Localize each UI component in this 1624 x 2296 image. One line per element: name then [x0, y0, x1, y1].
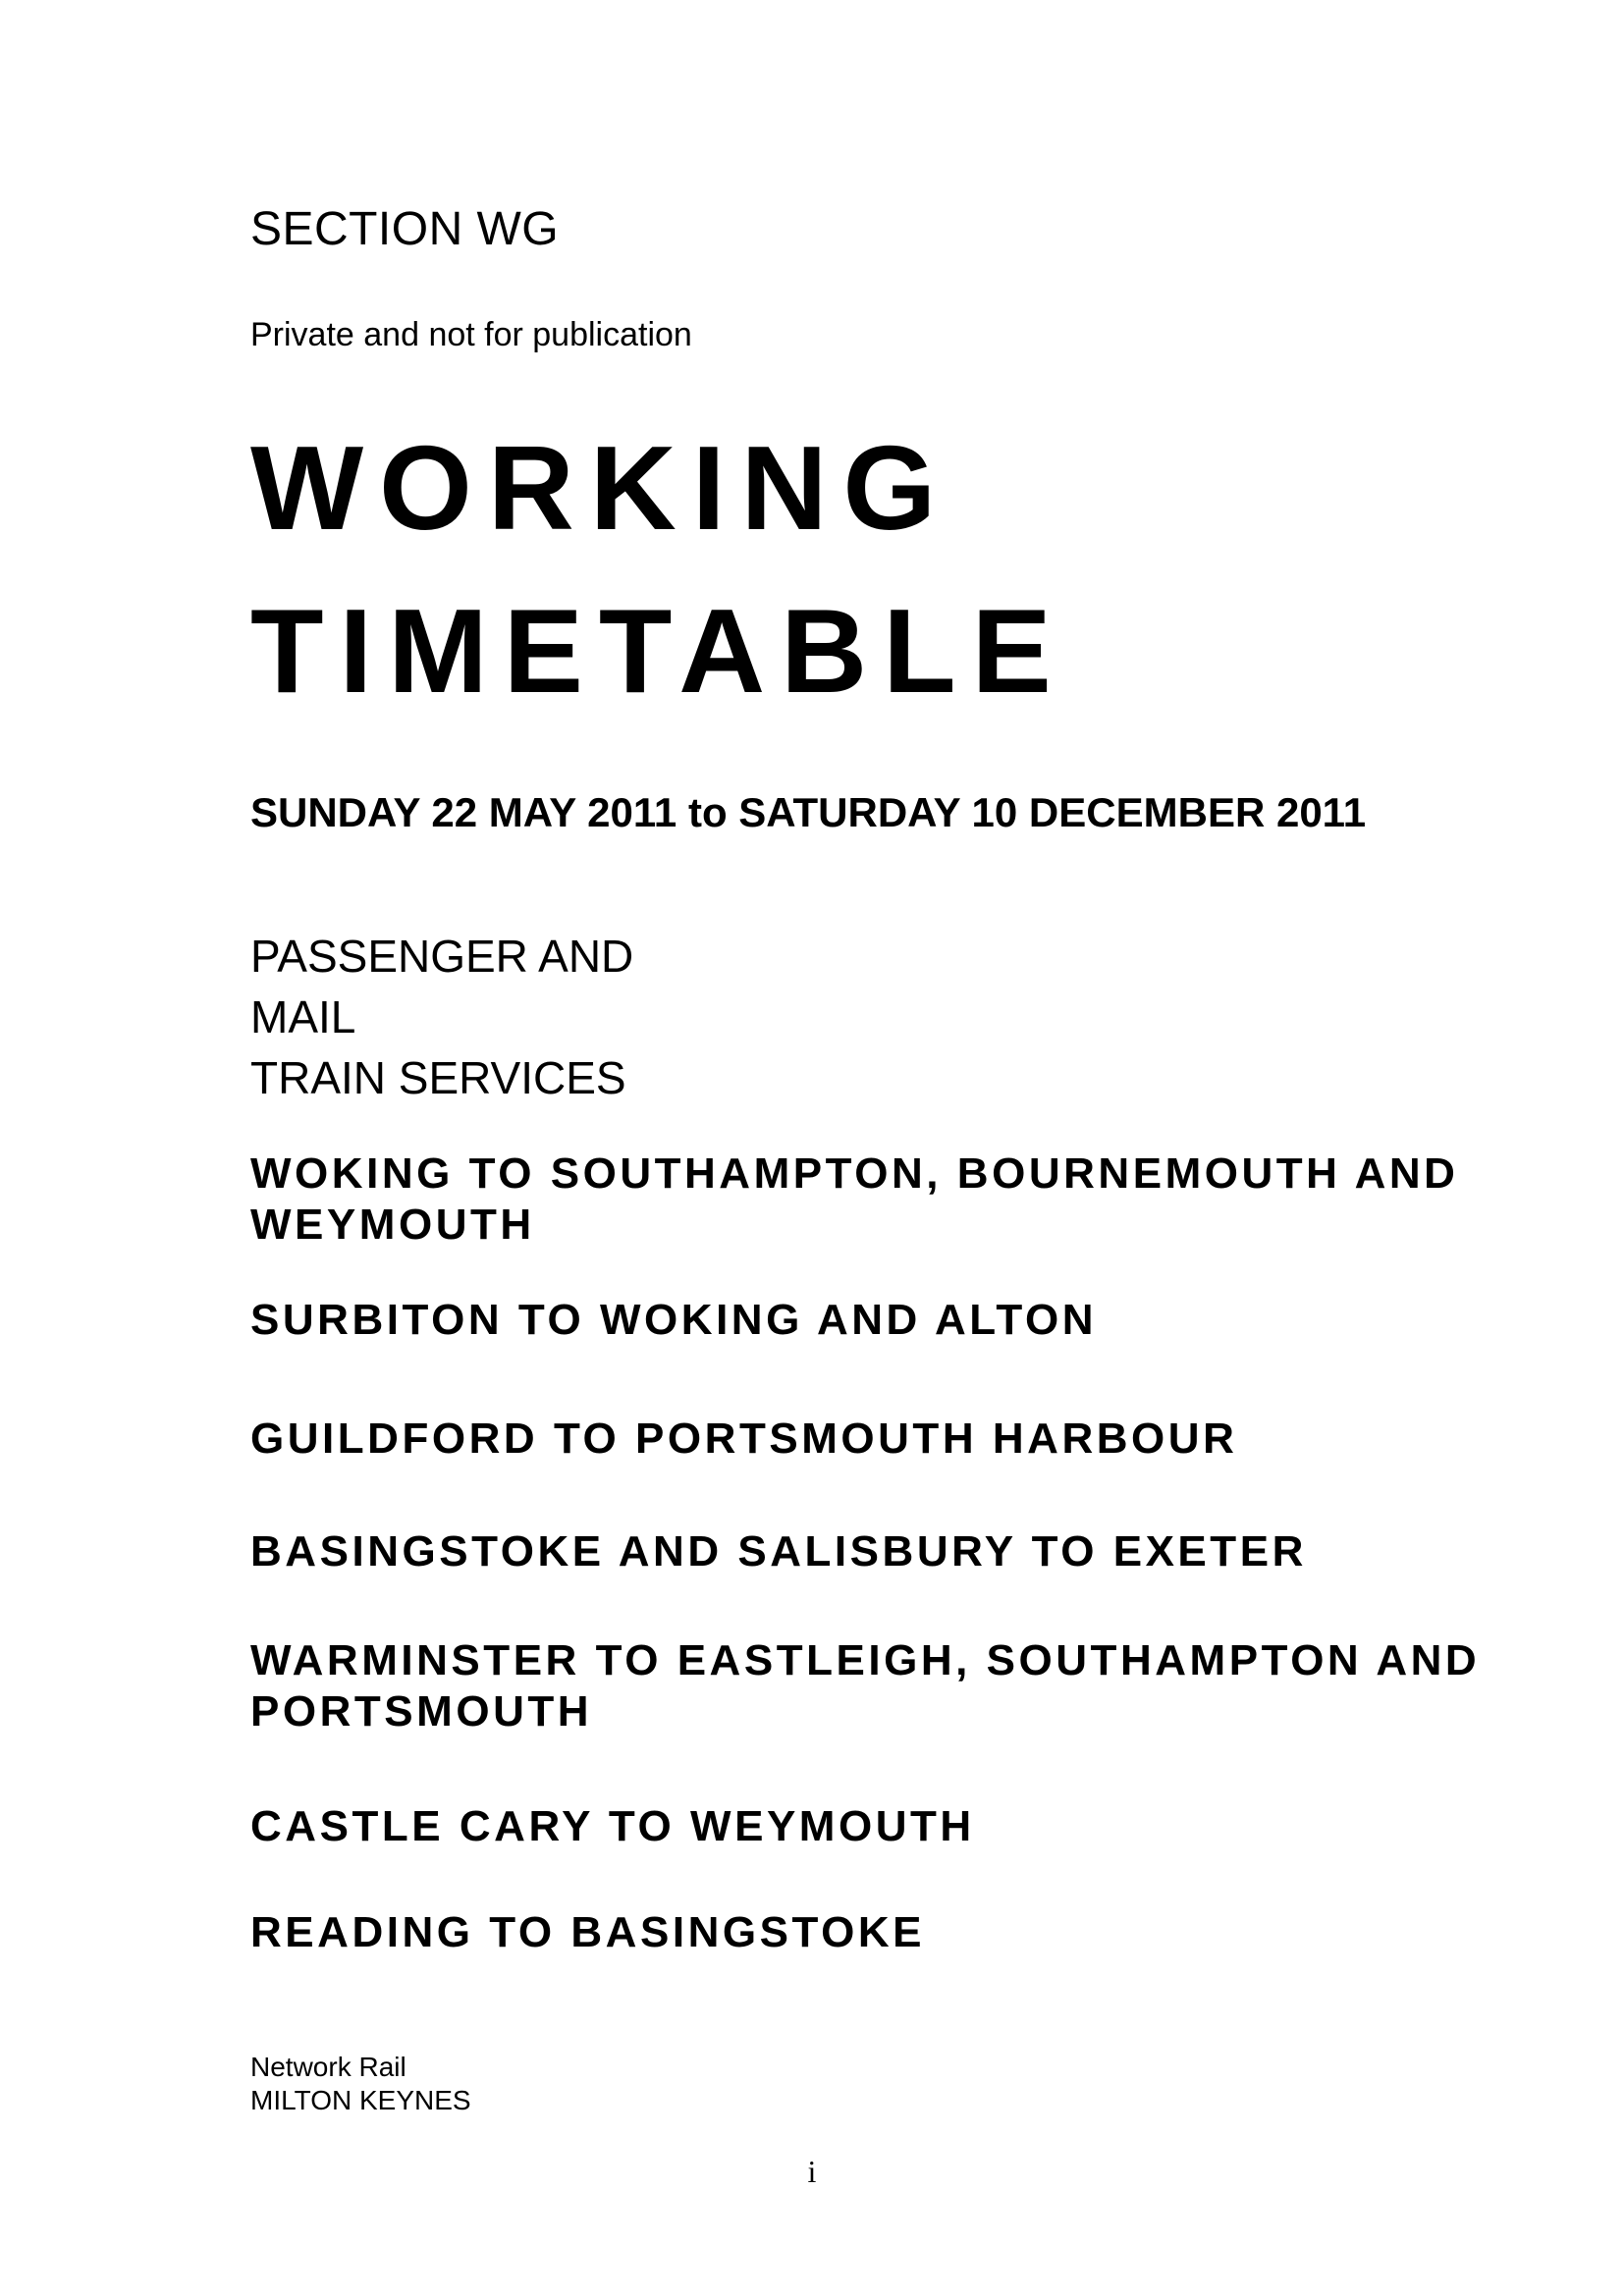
route-heading-woking-southampton-bournemouth-weymouth: WOKING TO SOUTHAMPTON, BOURNEMOUTH AND WEYMOUTH: [250, 1149, 1459, 1249]
validity-date-range: SUNDAY 22 MAY 2011 to SATURDAY 10 DECEMBER 2011: [250, 789, 1367, 835]
service-type-line-2: MAIL: [250, 991, 356, 1042]
publisher-block: [250, 2051, 471, 2117]
service-type-list: [250, 926, 633, 1108]
route-heading-guildford-portsmouth-harbour: GUILDFORD TO PORTSMOUTH HARBOUR: [250, 1415, 1238, 1463]
route-heading-basingstoke-salisbury-exeter: BASINGSTOKE AND SALISBURY TO EXETER: [250, 1527, 1307, 1575]
service-type-line-1: PASSENGER AND: [250, 931, 634, 982]
privacy-note: Private and not for publication: [250, 316, 692, 353]
service-type-line-3: TRAIN SERVICES: [250, 1052, 626, 1103]
title-line-2: TIMETABLE: [250, 584, 1067, 718]
title-line-1: WORKING: [250, 421, 952, 555]
route-heading-surbiton-woking-alton: SURBITON TO WOKING AND ALTON: [250, 1296, 1098, 1344]
document-title: [250, 406, 1067, 732]
publisher-location: MILTON KEYNES: [250, 2085, 471, 2115]
section-label: SECTION WG: [250, 203, 560, 255]
route-heading-castle-cary-weymouth: CASTLE CARY TO WEYMOUTH: [250, 1802, 975, 1850]
page-number: i: [807, 2154, 817, 2189]
route-heading-warminster-eastleigh-southampton-portsmouth: WARMINSTER TO EASTLEIGH, SOUTHAMPTON AND PORTSMOUTH: [250, 1636, 1481, 1735]
route-heading-reading-basingstoke: READING TO BASINGSTOKE: [250, 1908, 925, 1956]
publisher-name: Network Rail: [250, 2052, 406, 2082]
